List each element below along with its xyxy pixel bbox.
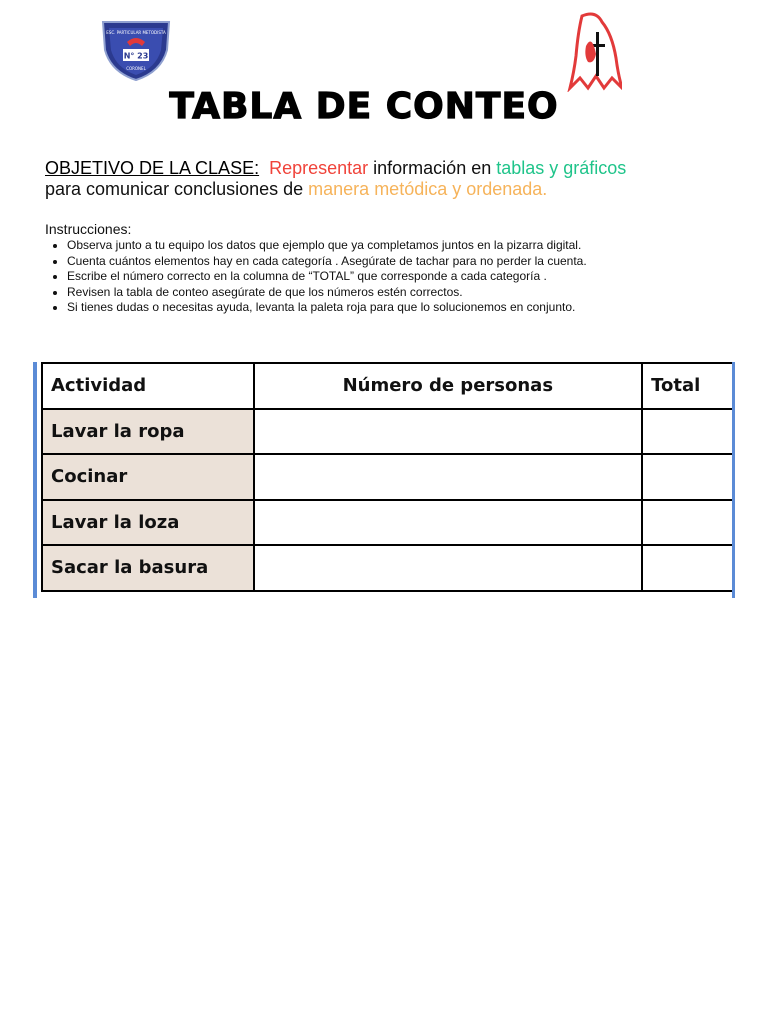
instructions-list (45, 238, 745, 316)
instructions (45, 221, 745, 316)
instruction-item: • Escribe el número correcto en la columna de “TOTAL” que corresponde a cada categoría . (67, 269, 745, 285)
badge-bottom-text: CORONEL (126, 66, 146, 71)
instructions-title: Instrucciones: (45, 221, 132, 237)
header-people-count: Número de personas (254, 363, 643, 409)
header-activity: Actividad (42, 363, 254, 409)
objective-info: información en (368, 158, 497, 178)
count-cell[interactable] (254, 409, 643, 455)
activity-cell: Lavar la ropa (42, 409, 254, 455)
header-total: Total (642, 363, 733, 409)
activity-cell: Cocinar (42, 454, 254, 500)
school-badge-logo (101, 20, 171, 82)
objective-communicate: para comunicar conclusiones de (45, 179, 309, 199)
table-header-row (42, 363, 733, 409)
table-row (42, 454, 733, 500)
page-title: TABLA DE CONTEO (169, 86, 559, 128)
count-cell[interactable] (254, 545, 643, 591)
tally-table-container (33, 362, 735, 598)
badge-arc-text: ESC. PARTICULAR METODISTA (106, 30, 166, 35)
total-cell[interactable] (642, 454, 733, 500)
instruction-item: • Observa junto a tu equipo los datos que ejemplo que ya completamos juntos en la pizarra digital. (67, 238, 745, 254)
table-row (42, 545, 733, 591)
badge-number: N° 23 (123, 51, 149, 61)
instruction-item: • Si tienes dudas o necesitas ayuda, levanta la paleta roja para que lo solucionemos en conjunto. (67, 300, 745, 316)
activity-cell: Sacar la basura (42, 545, 254, 591)
objective-label: OBJETIVO DE LA CLASE: (45, 158, 260, 178)
objective-manner: manera metódica y ordenada. (308, 179, 548, 199)
activity-cell: Lavar la loza (42, 500, 254, 546)
objective-represent: Representar (269, 158, 369, 178)
cross-flame-logo (566, 12, 622, 92)
class-objective (45, 158, 735, 200)
tally-table (41, 362, 734, 592)
table-row (42, 500, 733, 546)
objective-tables: tablas y gráficos (496, 158, 627, 178)
instruction-item: • Revisen la tabla de conteo asegúrate de que los números estén correctos. (67, 285, 745, 301)
total-cell[interactable] (642, 409, 733, 455)
count-cell[interactable] (254, 500, 643, 546)
total-cell[interactable] (642, 545, 733, 591)
count-cell[interactable] (254, 454, 643, 500)
instruction-item: • Cuenta cuántos elementos hay en cada categoría . Asegúrate de tachar para no perder la cuenta. (67, 254, 745, 270)
table-row (42, 409, 733, 455)
total-cell[interactable] (642, 500, 733, 546)
